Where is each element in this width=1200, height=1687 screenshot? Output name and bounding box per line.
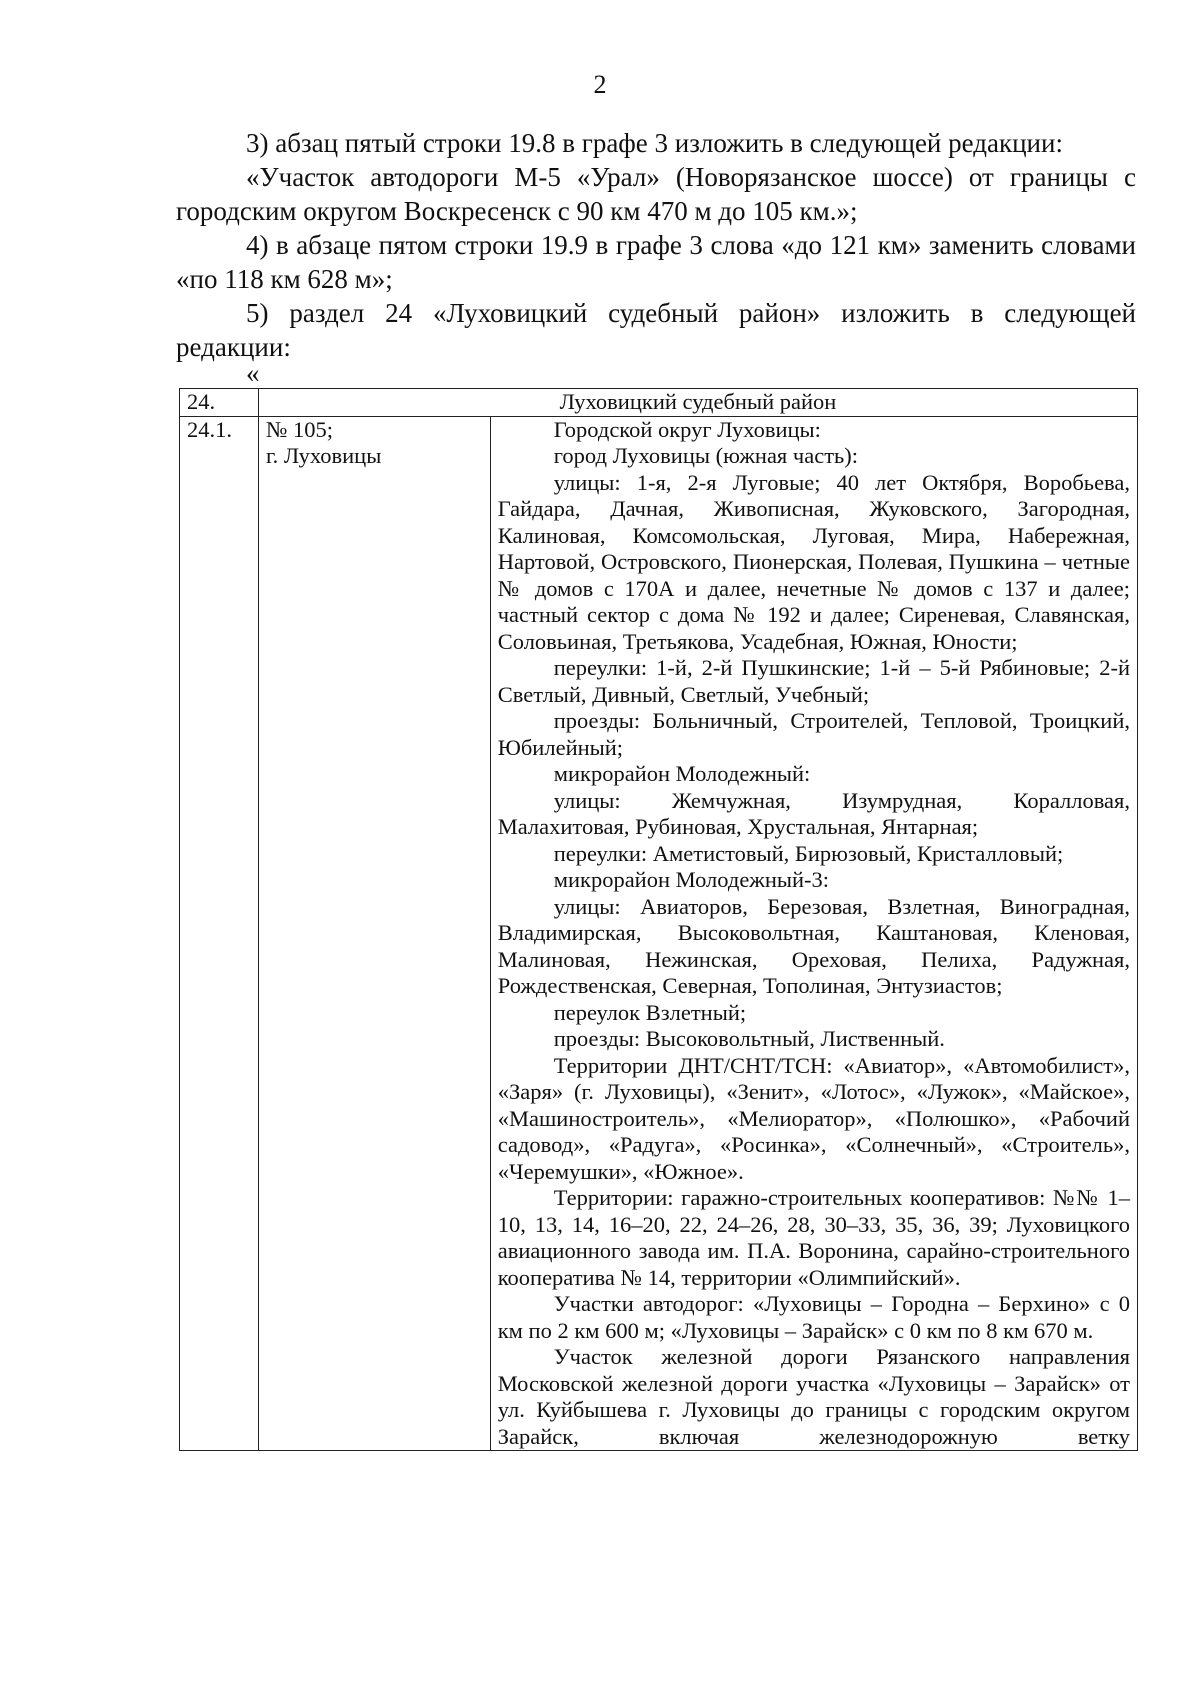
- territory-paragraph: Территории ДНТ/СНТ/ТСН: «Авиатор», «Автомобилист», «Заря» (г. Луховицы), «Зенит», «Лотос», «Лужок», «Майское», «Машиностроитель», «Мелиоратор», «Полюшко», «Рабочий садовод», «Радуга», «Росинка», «Солнечный», «Строитель», «Черемушки», «Южное».: [497, 1052, 1130, 1184]
- territory-paragraph: микрорайон Молодежный-3:: [553, 867, 830, 892]
- territory-paragraph: переулок Взлетный;: [553, 999, 747, 1025]
- intro-paragraph-3: 3) абзац пятый строки 19.8 в графе 3 изложить в следующей редакции:: [246, 128, 1063, 158]
- section-title: Луховицкий судебный район: [258, 389, 1137, 417]
- territory-paragraph: переулки: Аметистовый, Бирюзовый, Кристалловый;: [553, 840, 1064, 866]
- table-row: [180, 416, 1138, 1451]
- territory-paragraph: микрорайон Молодежный:: [553, 761, 811, 786]
- court-number: № 105;: [265, 416, 334, 442]
- intro-paragraph-quote: «Участок автодороги М-5 «Урал» (Новорязанское шоссе) от границы с городским округом Воскресенск с 90 км 470 м до 105 км.»;: [176, 162, 1136, 226]
- territory-paragraph: Участок железной дороги Рязанского направления Московской железной дороги участка «Луховицы – Зарайск» от ул. Куйбышева г. Луховицы до границы с городским округом Зарайск, включая железнодорожную ветку: [497, 1344, 1130, 1449]
- territory-cell: [490, 416, 1137, 1451]
- table-section-row: [180, 389, 1138, 417]
- territory-paragraph: улицы: Авиаторов, Березовая, Взлетная, Виноградная, Владимирская, Высоковольтная, Каштановая, Кленовая, Малиновая, Нежинская, Ореховая, Пелиха, Радужная, Рождественская, Северная, Тополиная, Энтузиастов;: [497, 893, 1130, 998]
- territory-paragraph: Участки автодорог: «Луховицы – Городна – Берхино» с 0 км по 2 км 600 м; «Луховицы – Зарайск» с 0 км по 8 км 670 м.: [497, 1291, 1130, 1343]
- court-cell: [258, 416, 490, 1451]
- territory-paragraph: улицы: Жемчужная, Изумрудная, Коралловая, Малахитовая, Рубиновая, Хрустальная, Янтарная;: [497, 787, 1130, 839]
- court-districts-table: [179, 388, 1138, 1451]
- row-number: 24.1.: [180, 416, 259, 1451]
- territory-paragraph: Городской округ Луховицы:: [553, 416, 821, 442]
- intro-paragraph-4: 4) в абзаце пятом строки 19.9 в графе 3 слова «до 121 км» заменить словами «по 118 км 628 м»;: [176, 230, 1136, 294]
- territory-paragraph: город Луховицы (южная часть):: [553, 443, 859, 468]
- opening-quote-mark: «: [246, 358, 260, 388]
- intro-paragraph-5: 5) раздел 24 «Луховицкий судебный район» изложить в следующей редакции:: [176, 298, 1136, 362]
- court-city: г. Луховицы: [265, 443, 382, 468]
- territory-paragraph: проезды: Больничный, Строителей, Тепловой, Троицкий, Юбилейный;: [497, 708, 1130, 760]
- territory-paragraph: улицы: 1-я, 2-я Луговые; 40 лет Октября, Воробьева, Гайдара, Дачная, Живописная, Жуковского, Загородная, Калиновая, Комсомольская, Луговая, Мира, Набережная, Нартовой, Островского, Пионерская, Полевая, Пушкина – четные № домов с 170А и далее, нечетные № домов с 137 и далее; частный сектор с дома № 192 и далее; Сиреневая, Славянская, Соловьиная, Третьякова, Усадебная, Южная, Юности;: [497, 469, 1130, 654]
- intro-text: [176, 126, 1136, 364]
- section-number: 24.: [180, 389, 259, 417]
- territory-paragraph: Территории: гаражно-строительных кооперативов: №№ 1–10, 13, 14, 16–20, 22, 24–26, 28, 30–33, 35, 36, 39; Луховицкого авиационного завода им. П.А. Воронина, сарайно-строительного кооператива № 14, территории «Олимпийский».: [497, 1185, 1130, 1290]
- territory-paragraph: проезды: Высоковольтный, Лиственный.: [553, 1026, 945, 1051]
- territory-paragraph: переулки: 1-й, 2-й Пушкинские; 1-й – 5-й Рябиновые; 2-й Светлый, Дивный, Светлый, Учебный;: [497, 655, 1130, 707]
- page-number: 2: [593, 70, 607, 99]
